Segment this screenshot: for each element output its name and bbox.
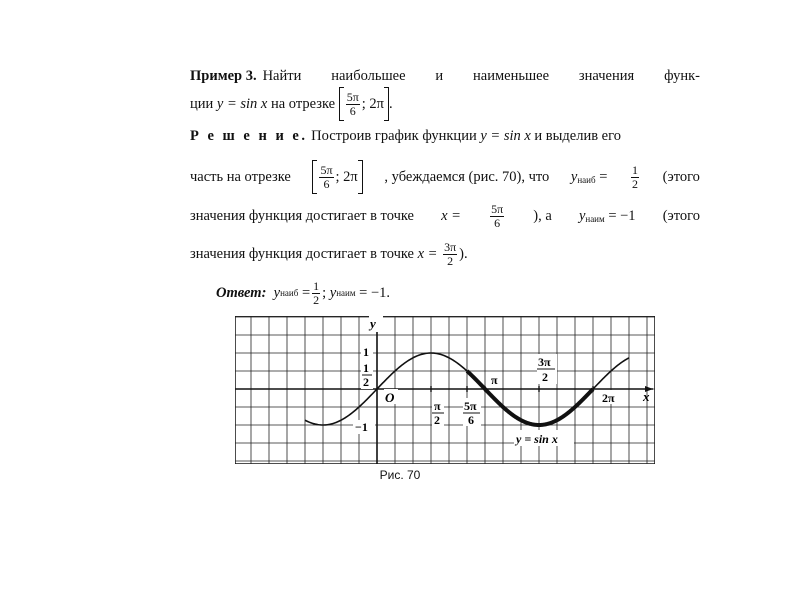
sol-segment-den: 6 [323,176,330,191]
y-tick-half-num: 1 [363,361,369,375]
segment-start-num: 5π [346,89,359,104]
x-tick-pi-half-num: π [434,399,441,413]
pt1-num: 5π [491,201,504,216]
x-tick-2pi: 2π [602,391,615,405]
origin-label: O [385,390,395,405]
answer-sep: ; [322,284,327,301]
problem-text-1: Найти наибольшее и наименьшее значения функ- [262,68,700,84]
segment-start-den: 6 [349,103,356,118]
problem-text-2c: . [389,95,393,112]
segment-end: ; 2π [361,95,385,112]
y-max-var: y [570,168,578,185]
problem-line-2 [190,86,700,122]
x-axis-label: x [643,389,650,404]
answer-max-sub: наиб [280,288,299,298]
y-min-sub: наим [585,213,605,224]
y-max-sub: наиб [577,174,596,185]
answer-half-num: 1 [313,278,320,293]
pt2-num: 3π [444,239,457,254]
solution-text-4a: значения функция достигает в точке [190,245,414,262]
x-eq-1: x = [441,207,461,224]
solution-text-1: Построив график функции [311,128,477,144]
solution-label: Р е ш е н и е. [190,128,308,144]
curve-label: y = sin x [516,432,558,446]
y-tick-minus-1: −1 [355,420,368,434]
answer-y-min-var: y [329,284,337,301]
problem-function: y = sin x [216,95,268,112]
solution-text-3c: (этого [662,207,700,224]
sol-segment-num: 5π [320,162,333,177]
answer-min-sub: наим [336,288,356,298]
answer-label: Ответ: [216,284,267,301]
problem-segment [339,87,389,121]
x-tick-3pi2-num: 3π [538,355,551,369]
solution-text-2a: часть на отрезке [190,168,291,185]
x-tick-pi-half-den: 2 [434,413,440,427]
solution-line-3 [190,198,700,234]
solution-text-2b: , убеждаемся (рис. 70), что [384,168,550,185]
x-tick-5pi6-num: 5π [464,399,477,413]
sol-segment-end: ; 2π [335,168,358,185]
y-max-num: 1 [632,162,639,177]
answer-y-max-var: y [273,284,281,301]
answer-half-den: 2 [313,292,320,307]
solution-text-1b: и выделив его [534,128,621,144]
problem-text-2a: ции [190,95,214,112]
solution-text-3a: значения функция достигает в точке [190,207,414,224]
solution-text-4b: ). [459,245,468,262]
y-max-eq: = [599,168,608,185]
y-axis-label: y [370,316,376,331]
answer-line [216,276,726,310]
x-eq-2: x = [417,245,438,262]
y-min-val: = −1 [608,207,636,224]
problem-text-2b: на отрезке [270,95,336,112]
pt2-den: 2 [447,253,454,268]
problem-line-1 [190,68,700,85]
x-tick-3pi2-den: 2 [542,370,548,384]
y-tick-1: 1 [363,345,369,359]
figure-caption: Рис. 70 [379,468,421,482]
y-tick-half-den: 2 [363,375,369,389]
y-max-den: 2 [632,176,639,191]
pt1-den: 6 [494,215,501,230]
answer-eq: = [301,284,311,301]
solution-text-2c: (этого [662,168,700,185]
solution-line-1 [190,128,700,145]
x-tick-pi: π [491,373,498,387]
solution-function: y = sin x [480,128,531,144]
solution-line-4 [190,236,700,272]
y-min-var: y [578,207,586,224]
solution-segment [312,160,362,194]
x-tick-5pi6-den: 6 [468,413,474,427]
sine-graph [235,316,655,464]
solution-text-3b: ), а [533,207,552,224]
solution-line-2 [190,158,700,196]
problem-title: Пример 3. [190,68,257,84]
answer-min-val: = −1. [359,284,391,301]
